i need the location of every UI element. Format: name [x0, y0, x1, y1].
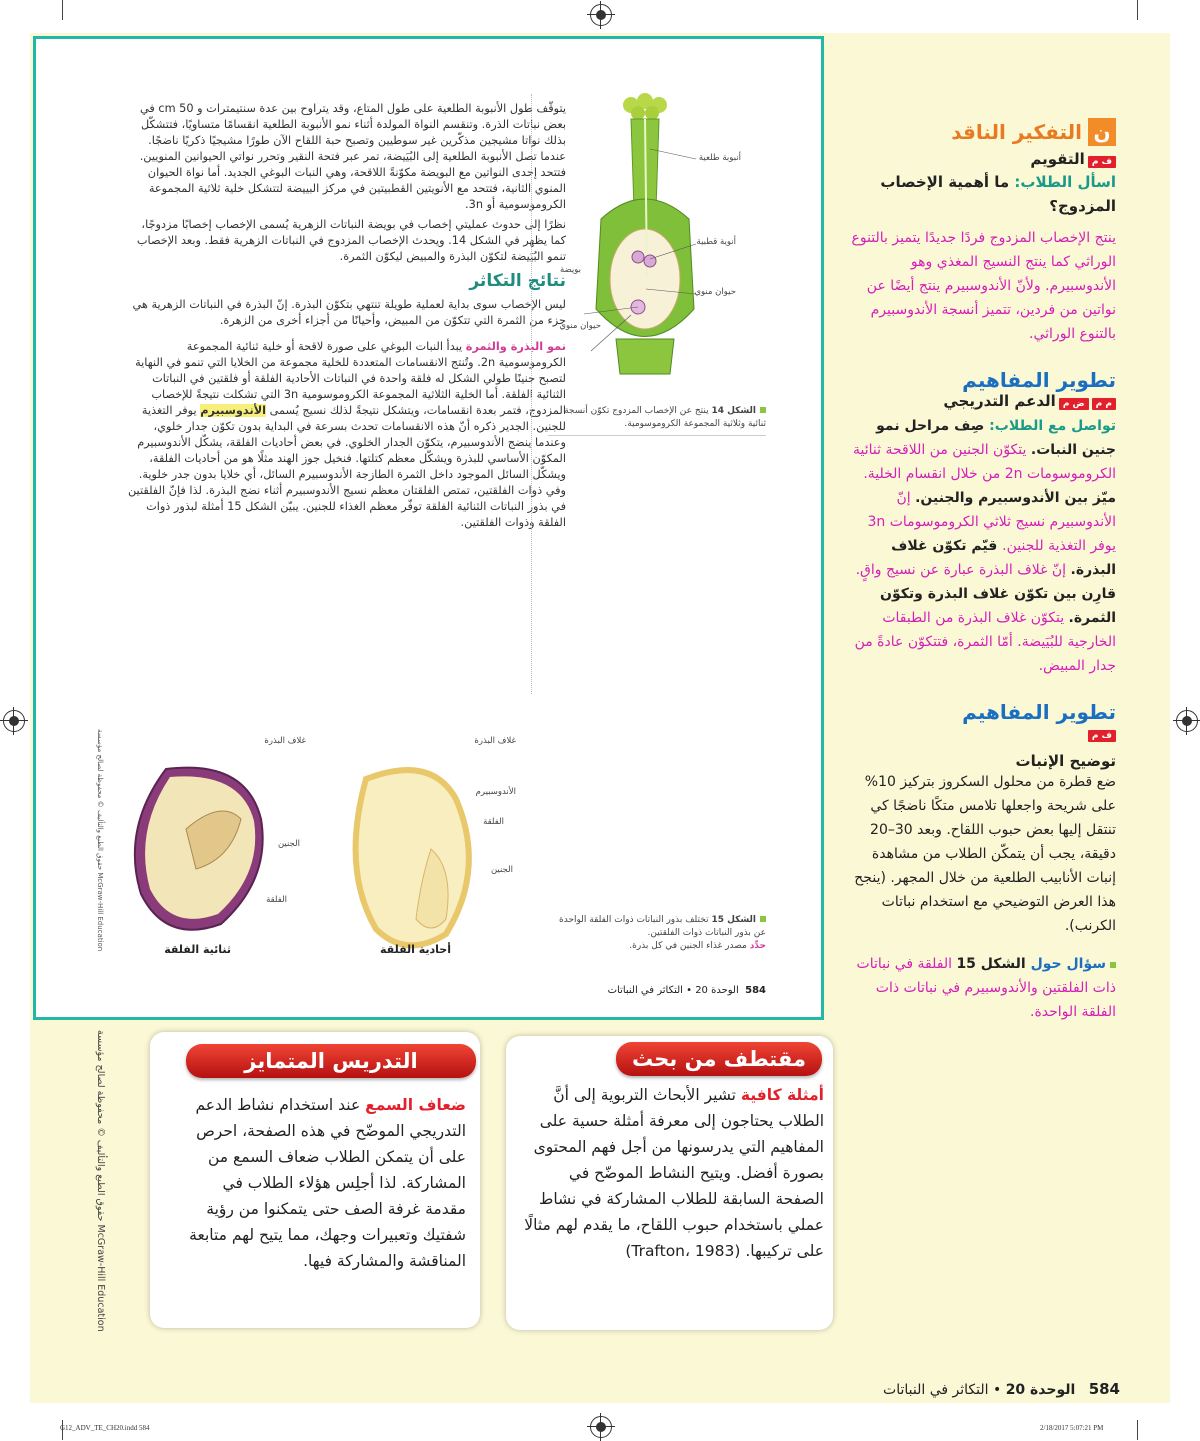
paragraph-text: يبدأ النبات البوغي على صورة لاقحة أو خلية ثنائية المجموعة الكروموسومية 2n. وتُنتج الانقسامات المتعددة للخلية مجموعة من الخلايا التي تنمو في النهاية لتصبح جنينًا طولي الشكل له فلقة واحدة في النباتات الأحادية الفلقة أو فلقتين في النباتات الثنائية الفلقة. أما الخلية الثلاثية المجموعة الكروموسومية 3n التي تشكلت نتيجةً للإخصاب المزدوج، فتمر بعدة انقسامات، ويتشكل نتيجةً لذلك نسيج يُسمى [135, 340, 566, 417]
page-footer [860, 1380, 1120, 1398]
fig15-label: الأندوسبيرم [475, 787, 516, 797]
research-box [506, 1036, 833, 1330]
answer: يتكوّن غلاف البذرة من الطبقات الخارجية للبُيَيضة. أمّا الثمرة، فتتكوّن عادةً من جدار المبيض. [854, 610, 1116, 674]
figure-ref: الشكل 15 [956, 956, 1031, 972]
differentiated-box [150, 1032, 480, 1328]
ovule-shape [610, 229, 680, 329]
fig15-label: الفلقة [266, 895, 287, 905]
fig14-label: أنبوبة طلعية [698, 153, 741, 163]
dicot-seed-illustration [126, 759, 276, 949]
level-badge: م م [1092, 398, 1116, 410]
question-label: اسأل الطلاب: [1014, 173, 1116, 191]
figure-15-title-monocot: أحادية الفلقة [379, 943, 451, 956]
demo-title: توضيح الإنبات [1015, 752, 1116, 770]
caption-task: مصدر غذاء الجنين في كل بذرة. [629, 941, 750, 951]
box-lead: أمثلة كافية [740, 1086, 824, 1104]
slug-date: 2/18/2017 5:07:21 PM [1040, 1424, 1104, 1432]
crop-mark [1137, 1420, 1138, 1440]
concepts-title: تطوير المفاهيم [962, 368, 1116, 392]
question: صِف مراحل نمو جنين النبات. [876, 418, 1116, 458]
footer-page-number: 584 [745, 985, 766, 996]
registration-mark-icon [1176, 710, 1198, 732]
demo-body: ضع قطرة من محلول السكروز بتركيز 10% على شريحة واجعلها تلامس متكًا ناضجًا كي تنتقل إليها بعض حبوب اللقاح. وبعد 30–20 دقيقة، يجب أن يتمكّن الطلاب من مشاهدة إنبات الأنابيب الطلعية من خلال المجهر. (ينجح هذا العرض التوضيحي مع استخدام نباتات الكرنب). [854, 774, 1116, 934]
fig15-label: الجنين [490, 865, 513, 875]
footer-unit: الوحدة 20 • التكاثر في النباتات [607, 985, 739, 996]
fig15-label: الفلقة [483, 817, 504, 827]
unit-label: الوحدة 20 [1005, 1382, 1076, 1398]
research-title: مقتطف من بحث [616, 1042, 822, 1076]
answer: إنّ الأندوسبيرم نسيج ثلاثي الكروموسومات 3n يوفر التغذية للجنين. [867, 490, 1116, 554]
crop-mark [1137, 0, 1138, 20]
concepts-sub [848, 392, 1116, 410]
fig15-label: غلاف البذرة [474, 736, 516, 746]
level-badge: ف م [1088, 156, 1116, 168]
question: ميّز بين الأندوسبيرم والجنين. [915, 490, 1116, 506]
column-divider [531, 94, 532, 694]
critical-answer: ينتج الإخصاب المزدوج فردًا جديدًا يتميز بالتنوع الوراثي كما ينتج النسيج المغذي وهو الأندوسبيرم. ولأنّ الأندوسبيرم ينتج أيضًا عن نواتين من فردين، تتميز أنسجة الأندوسبيرم بالتنوع الوراثي. [851, 230, 1116, 342]
polar-nuclei-shape [632, 251, 644, 263]
page-number: 584 [1088, 1380, 1120, 1398]
text-column [126, 101, 566, 531]
concepts-body [848, 414, 1116, 678]
differentiated-title: التدريس المتمايز [186, 1044, 476, 1078]
vertical-credit-wrapper [92, 729, 104, 952]
box-text: عند استخدام نشاط الدعم التدريجي الموضّح في هذه الصفحة، احرص على أن يتمكن الطلاب ضعاف السمع من المشاركة. لذا أجلِس هؤلاء الطلاب في مقدمة غرفة الصف حتى يتمكنوا من رؤية شفتيك وتعبيرات وجهك، مما يتيح لهم متابعة المناقشة والمشاركة فيها. [189, 1096, 466, 1270]
caption-text: ينتج عن الإخصاب المزدوج تكوّن أنسجة ثنائية وثلاثية المجموعة الكروموسومية. [564, 406, 766, 429]
slug-file: G12_ADV_TE_CH20.indd 584 [60, 1424, 150, 1432]
figure-15-caption [556, 914, 766, 953]
bullet-icon [1110, 962, 1116, 968]
side-credit: حقوق الطبع والتأليف © محفوظة لصالح مؤسسة McGraw-Hill Education [95, 1030, 106, 1332]
paragraph-text: يوفر التغذية للجنين. الجدير ذكره أنّ هذه الانقسامات تحدث بسرعة في البداية بدون تكوّن جدار خلوي، وعندما ينضج الأندوسبيرم، يتكوّن الجدار الخلوي. في بعض أحاديات الفلقة، يشكّل الأندوسبيرم المكوّن الأساسي للبذرة ويشكّل معظم كتلتها. فنخيل جوز الهند مثلًا هو من أحاديات الفلقة، ويشكّل السائل الموجود داخل الثمرة الطازجة الأندوسبيرم السائل، أي خلايا بدون جدر خلوية. وفي ذوات الفلقتين، تمتص الفلقتان معظم نسيج الأندوسبيرم أثناء نضج البذرة. لذا فإنّ الفلقتين في بذور النباتات الثنائية الفلقة توفّر معظم الغذاء للجنين. يبيّن الشكل 15 أمثلة لبذور ذوات الفلقة وذوات الفلقتين. [127, 404, 566, 529]
side-credit-wrapper [92, 1030, 106, 1330]
question-text: ما أهمية الإخصاب المزدوج؟ [880, 173, 1116, 215]
critical-question [848, 170, 1116, 218]
crop-mark [62, 0, 63, 20]
box-text: تشير الأبحاث التربوية إلى أنَّ الطلاب يحتاجون إلى معرفة أمثلة حسية على المفاهيم التي يدرسونها من أجل فهم المحتوى بصورة أفضل. ويتيح النشاط الموضّح في الصفحة السابقة للطلاب المشاركة في نشاط عملي باستخدام حبوب اللقاح، ما يقدم لهم مثالًا على تركيبها. (Trafton، 1983) [524, 1086, 824, 1260]
vertical-credit: حقوق الطبع والتأليف © محفوظة لصالح مؤسسة McGraw-Hill Education [96, 729, 104, 952]
teacher-side-column [848, 118, 1116, 1024]
polar-nuclei-shape [644, 255, 656, 267]
paragraph: ليس الإخصاب سوى بداية لعملية طويلة تنتهي بتكوّن البذرة. إنّ البذرة في النباتات الزهرية هي جزء من الثمرة التي تتكوّن من المبيض، وأحيانًا من أجزاء أخرى من الزهرة. [132, 298, 566, 327]
student-footer [566, 985, 766, 996]
box-lead: ضعاف السمع [365, 1096, 466, 1114]
paragraph: يتوقّف طول الأنبوبة الطلعية على طول المتاع، وقد يتراوح بين عدة سنتيمترات و 50 cm في بعض نباتات الذرة. وتنقسم النواة المولدة أثناء نمو الأنبوبة الطلعية انقسامًا متساويًا، فتتشكّل بذلك نواتا مشيجين مذكّرين غير سوطيين وتصبح حبة اللقاح الآن طورًا مشيجيًا ذكريًا ناضجًا. عندما تصل الأنبوبة الطلعية إلى البُيَيضة، تمر عبر فتحة النقير وتحرر نواتي الحيوانين المنويين. فتتحد إحدى النواتين مع البويضة مكوّنةً اللاقحة، وهي النبات البوغي الجديد. أما نواة الحيوان المنوي الثانية، فتتحد مع الأنويتين القطبيتين في مركز البييضة لتتشكل خلية ثلاثية المجموعة الكروموسومية أو 3n. [139, 102, 566, 211]
critical-thinking-title: التفكير الناقد [951, 120, 1082, 144]
question: قيّم تكوّن غلاف البذرة. [891, 538, 1116, 578]
caption-lead: الشكل 15 [711, 915, 756, 925]
registration-mark-icon [3, 710, 25, 732]
fig15-label: غلاف البذرة [264, 736, 306, 746]
figure-question [848, 952, 1116, 1024]
unit-topic: • التكاثر في النباتات [883, 1382, 1006, 1398]
answer: يتكوّن الجنين من اللاقحة ثنائية الكروموسومات 2n من خلال انقسام الخلية. [853, 442, 1116, 482]
bullet-icon [760, 407, 766, 413]
bullet-icon [760, 916, 766, 922]
paragraph [126, 339, 566, 531]
caption-task-lead: حدِّد [749, 941, 766, 951]
fig14-label: أنوية قطبية [696, 237, 736, 247]
fig14-label: حيوان منوي [694, 287, 736, 297]
fig14-label: حيوان منوي [559, 321, 601, 331]
stalk-shape [616, 339, 674, 374]
body-lead: تواصل مع الطلاب: [989, 418, 1116, 434]
figure-14-caption [556, 405, 766, 431]
stigma-shape [623, 93, 667, 120]
answer: إنّ غلاف البذرة عبارة عن نسيج واقٍ. [855, 562, 1071, 578]
level-badge: ف م [1088, 730, 1116, 742]
differentiated-body [178, 1092, 466, 1274]
registration-mark-icon [590, 4, 612, 26]
registration-mark-icon [590, 1416, 612, 1438]
sub-title: التقويم [1030, 150, 1085, 168]
concepts-title: تطوير المفاهيم [962, 700, 1116, 724]
critical-thinking-icon: ن [1088, 118, 1116, 146]
student-page [33, 36, 824, 1020]
figure-question-text: الفلقة في نباتات ذات الفلقتين والأندوسبيرم في نباتات ذات الفلقة الواحدة. [856, 956, 1116, 1020]
caption-text: تختلف بذور النباتات ذوات الفلقة الواحدة عن بذور النباتات ذوات الفلقتين. [559, 915, 766, 938]
figure-question-lead: سؤال حول [1030, 956, 1106, 972]
concepts-sub [848, 724, 1116, 742]
figure-15-title-dicot: ثنائية الفلقة [164, 943, 231, 956]
question: قارِن بين تكوّن غلاف البذرة وتكوّن الثمرة. [880, 586, 1116, 626]
section-heading: نتائج التكاثر [469, 271, 566, 291]
figure-14-illustration [546, 89, 756, 379]
paragraph-lead: نمو البذرة والثمرة [465, 340, 566, 353]
sub-title: الدعم التدريجي [943, 392, 1056, 410]
fig15-label: الجنين [277, 839, 300, 849]
paragraph: نظرًا إلى حدوث عمليتي إخصاب في بويضة النباتات الزهرية يُسمى الإخصاب إخصابًا مزدوجًا، كما يظهر في الشكل 14. ويحدث الإخصاب المزدوج في النباتات الزهرية فقط. وبعد الإخصاب تنمو البُيَيضة لتكوّن البذرة والمبيض ليكوّن الثمرة. [136, 218, 566, 263]
caption-rule [548, 435, 766, 436]
critical-thinking-sub [848, 150, 1116, 168]
level-badge: ض م [1059, 398, 1089, 410]
fig14-label: بويضة [559, 265, 581, 275]
caption-lead: الشكل 14 [711, 406, 756, 416]
key-term-highlight: الأندوسبيرم [200, 404, 266, 417]
research-body [520, 1082, 824, 1264]
critical-thinking-header [848, 118, 1116, 146]
